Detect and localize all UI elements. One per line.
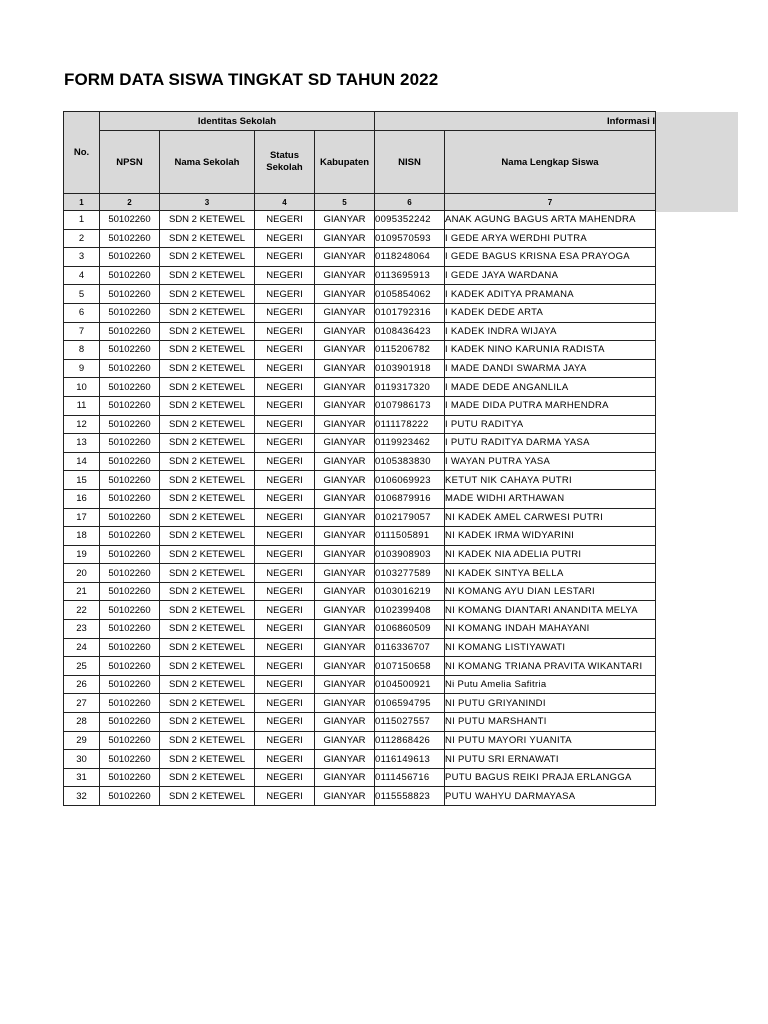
cell-kabupaten: GIANYAR <box>315 415 375 434</box>
cell-nisn: 0103908903 <box>375 545 445 564</box>
col-number-5: 5 <box>315 194 375 211</box>
cell-npsn: 50102260 <box>100 341 160 360</box>
cell-status: NEGERI <box>255 248 315 267</box>
cell-kabupaten: GIANYAR <box>315 527 375 546</box>
cell-nama-siswa: I KADEK ADITYA PRAMANA <box>445 285 656 304</box>
cell-nama-siswa: NI KADEK AMEL CARWESI PUTRI <box>445 508 656 527</box>
cell-npsn: 50102260 <box>100 415 160 434</box>
cell-nama-siswa: I GEDE JAYA WARDANA <box>445 266 656 285</box>
cell-nama-siswa: NI PUTU MAYORI YUANITA <box>445 731 656 750</box>
cell-nama-siswa: NI KOMANG INDAH MAHAYANI <box>445 620 656 639</box>
cell-status: NEGERI <box>255 378 315 397</box>
cell-nama-sekolah: SDN 2 KETEWEL <box>160 359 255 378</box>
cell-npsn: 50102260 <box>100 452 160 471</box>
page-title: FORM DATA SISWA TINGKAT SD TAHUN 2022 <box>64 70 439 89</box>
cell-npsn: 50102260 <box>100 508 160 527</box>
cell-nama-siswa: ANAK AGUNG BAGUS ARTA MAHENDRA <box>445 211 656 230</box>
cell-nama-siswa: PUTU WAHYU DARMAYASA <box>445 787 656 806</box>
cell-kabupaten: GIANYAR <box>315 601 375 620</box>
cell-nama-sekolah: SDN 2 KETEWEL <box>160 620 255 639</box>
cell-status: NEGERI <box>255 322 315 341</box>
cell-npsn: 50102260 <box>100 713 160 732</box>
cell-nama-sekolah: SDN 2 KETEWEL <box>160 694 255 713</box>
table-row <box>64 211 656 230</box>
cell-status: NEGERI <box>255 768 315 787</box>
cell-no: 30 <box>64 750 100 769</box>
cell-nama-siswa: Ni Putu Amelia Safitria <box>445 675 656 694</box>
cell-status: NEGERI <box>255 620 315 639</box>
cell-nama-siswa: NI KOMANG TRIANA PRAVITA WIKANTARI <box>445 657 656 676</box>
cell-nama-sekolah: SDN 2 KETEWEL <box>160 434 255 453</box>
cell-npsn: 50102260 <box>100 248 160 267</box>
cell-no: 26 <box>64 675 100 694</box>
cell-nama-sekolah: SDN 2 KETEWEL <box>160 564 255 583</box>
cell-nisn: 0111505891 <box>375 527 445 546</box>
cell-kabupaten: GIANYAR <box>315 638 375 657</box>
cell-status: NEGERI <box>255 694 315 713</box>
cell-npsn: 50102260 <box>100 527 160 546</box>
cell-nama-siswa: I KADEK INDRA WIJAYA <box>445 322 656 341</box>
cell-status: NEGERI <box>255 731 315 750</box>
cell-nama-siswa: I KADEK DEDE ARTA <box>445 303 656 322</box>
student-data-table <box>63 111 656 806</box>
table-row <box>64 545 656 564</box>
cell-npsn: 50102260 <box>100 396 160 415</box>
cell-nama-sekolah: SDN 2 KETEWEL <box>160 341 255 360</box>
cell-npsn: 50102260 <box>100 545 160 564</box>
cell-npsn: 50102260 <box>100 620 160 639</box>
cell-nisn: 0104500921 <box>375 675 445 694</box>
cell-no: 16 <box>64 489 100 508</box>
cell-npsn: 50102260 <box>100 229 160 248</box>
cell-nisn: 0107986173 <box>375 396 445 415</box>
cell-no: 4 <box>64 266 100 285</box>
cell-nisn: 0115027557 <box>375 713 445 732</box>
cell-kabupaten: GIANYAR <box>315 657 375 676</box>
cell-nisn: 0109570593 <box>375 229 445 248</box>
cell-no: 11 <box>64 396 100 415</box>
cell-no: 14 <box>64 452 100 471</box>
cell-npsn: 50102260 <box>100 489 160 508</box>
cell-nisn: 0108436423 <box>375 322 445 341</box>
cell-nama-siswa: NI KOMANG AYU DIAN LESTARI <box>445 582 656 601</box>
cell-nisn: 0115206782 <box>375 341 445 360</box>
cell-nisn: 0106860509 <box>375 620 445 639</box>
cell-kabupaten: GIANYAR <box>315 489 375 508</box>
cell-kabupaten: GIANYAR <box>315 303 375 322</box>
cell-kabupaten: GIANYAR <box>315 211 375 230</box>
cell-npsn: 50102260 <box>100 638 160 657</box>
cell-nisn: 0105854062 <box>375 285 445 304</box>
cell-nama-siswa: NI KADEK IRMA WIDYARINI <box>445 527 656 546</box>
cell-no: 24 <box>64 638 100 657</box>
cell-npsn: 50102260 <box>100 787 160 806</box>
cell-nama-sekolah: SDN 2 KETEWEL <box>160 378 255 397</box>
table-row <box>64 266 656 285</box>
cell-nama-sekolah: SDN 2 KETEWEL <box>160 211 255 230</box>
cell-nisn: 0102399408 <box>375 601 445 620</box>
table-row <box>64 508 656 527</box>
cell-npsn: 50102260 <box>100 359 160 378</box>
cell-npsn: 50102260 <box>100 471 160 490</box>
cell-npsn: 50102260 <box>100 601 160 620</box>
cell-nama-siswa: KETUT NIK CAHAYA PUTRI <box>445 471 656 490</box>
cell-nisn: 0112868426 <box>375 731 445 750</box>
cell-kabupaten: GIANYAR <box>315 248 375 267</box>
col-npsn-header: NPSN <box>100 131 160 194</box>
cell-no: 15 <box>64 471 100 490</box>
cell-status: NEGERI <box>255 396 315 415</box>
table-row <box>64 787 656 806</box>
cell-nama-sekolah: SDN 2 KETEWEL <box>160 508 255 527</box>
table-row <box>64 341 656 360</box>
cell-no: 1 <box>64 211 100 230</box>
cell-status: NEGERI <box>255 452 315 471</box>
cell-status: NEGERI <box>255 527 315 546</box>
cell-status: NEGERI <box>255 601 315 620</box>
cell-nama-siswa: I GEDE BAGUS KRISNA ESA PRAYOGA <box>445 248 656 267</box>
cell-kabupaten: GIANYAR <box>315 675 375 694</box>
cell-kabupaten: GIANYAR <box>315 471 375 490</box>
cell-nisn: 0106594795 <box>375 694 445 713</box>
table-row <box>64 750 656 769</box>
cell-status: NEGERI <box>255 787 315 806</box>
cell-nisn: 0101792316 <box>375 303 445 322</box>
cell-nama-sekolah: SDN 2 KETEWEL <box>160 471 255 490</box>
table-header <box>64 112 656 211</box>
cell-kabupaten: GIANYAR <box>315 359 375 378</box>
cell-status: NEGERI <box>255 638 315 657</box>
cell-npsn: 50102260 <box>100 564 160 583</box>
cell-no: 9 <box>64 359 100 378</box>
table-row <box>64 713 656 732</box>
table-row <box>64 415 656 434</box>
table-row <box>64 322 656 341</box>
cell-nisn: 0113695913 <box>375 266 445 285</box>
cell-status: NEGERI <box>255 582 315 601</box>
cell-nama-siswa: I MADE DEDE ANGANLILA <box>445 378 656 397</box>
col-number-2: 2 <box>100 194 160 211</box>
cell-nisn: 0102179057 <box>375 508 445 527</box>
cell-nama-siswa: NI KOMANG DIANTARI ANANDITA MELYA <box>445 601 656 620</box>
cell-no: 6 <box>64 303 100 322</box>
cell-kabupaten: GIANYAR <box>315 582 375 601</box>
cell-no: 32 <box>64 787 100 806</box>
cell-nama-siswa: I PUTU RADITYA <box>445 415 656 434</box>
cell-no: 28 <box>64 713 100 732</box>
cell-no: 22 <box>64 601 100 620</box>
cell-nisn: 0095352242 <box>375 211 445 230</box>
cell-nisn: 0103901918 <box>375 359 445 378</box>
table-row <box>64 378 656 397</box>
cell-status: NEGERI <box>255 303 315 322</box>
cell-nisn: 0103016219 <box>375 582 445 601</box>
cell-no: 13 <box>64 434 100 453</box>
col-number-3: 3 <box>160 194 255 211</box>
table-row <box>64 452 656 471</box>
cell-kabupaten: GIANYAR <box>315 694 375 713</box>
cell-nisn: 0116149613 <box>375 750 445 769</box>
cell-status: NEGERI <box>255 229 315 248</box>
table-row <box>64 601 656 620</box>
table-row <box>64 582 656 601</box>
cell-nama-siswa: PUTU BAGUS REIKI PRAJA ERLANGGA <box>445 768 656 787</box>
cell-nisn: 0106069923 <box>375 471 445 490</box>
cell-nama-sekolah: SDN 2 KETEWEL <box>160 657 255 676</box>
cell-status: NEGERI <box>255 564 315 583</box>
cell-npsn: 50102260 <box>100 582 160 601</box>
cell-status: NEGERI <box>255 545 315 564</box>
cell-kabupaten: GIANYAR <box>315 378 375 397</box>
cell-nama-siswa: NI PUTU MARSHANTI <box>445 713 656 732</box>
cell-nisn: 0119317320 <box>375 378 445 397</box>
table-row <box>64 489 656 508</box>
cell-no: 8 <box>64 341 100 360</box>
cell-no: 23 <box>64 620 100 639</box>
cell-nama-sekolah: SDN 2 KETEWEL <box>160 713 255 732</box>
cell-nama-sekolah: SDN 2 KETEWEL <box>160 582 255 601</box>
cell-nama-sekolah: SDN 2 KETEWEL <box>160 675 255 694</box>
cell-npsn: 50102260 <box>100 378 160 397</box>
table-row <box>64 731 656 750</box>
cell-status: NEGERI <box>255 713 315 732</box>
cell-npsn: 50102260 <box>100 675 160 694</box>
cell-status: NEGERI <box>255 508 315 527</box>
table-row <box>64 359 656 378</box>
table-row <box>64 396 656 415</box>
table-row <box>64 527 656 546</box>
cell-nama-siswa: NI KADEK NIA ADELIA PUTRI <box>445 545 656 564</box>
cell-nama-sekolah: SDN 2 KETEWEL <box>160 787 255 806</box>
cell-nama-sekolah: SDN 2 KETEWEL <box>160 248 255 267</box>
cell-nama-sekolah: SDN 2 KETEWEL <box>160 396 255 415</box>
col-number-7: 7 <box>445 194 656 211</box>
cell-nisn: 0116336707 <box>375 638 445 657</box>
cell-nama-siswa: NI KOMANG LISTIYAWATI <box>445 638 656 657</box>
cell-nisn: 0119923462 <box>375 434 445 453</box>
col-number-6: 6 <box>375 194 445 211</box>
cell-nama-sekolah: SDN 2 KETEWEL <box>160 415 255 434</box>
cell-kabupaten: GIANYAR <box>315 341 375 360</box>
cell-no: 5 <box>64 285 100 304</box>
cell-nama-siswa: MADE WIDHI ARTHAWAN <box>445 489 656 508</box>
cell-nama-siswa: I PUTU RADITYA DARMA YASA <box>445 434 656 453</box>
cell-nisn: 0115558823 <box>375 787 445 806</box>
table-row <box>64 471 656 490</box>
table-row <box>64 620 656 639</box>
cell-nama-sekolah: SDN 2 KETEWEL <box>160 303 255 322</box>
cell-nisn: 0105383830 <box>375 452 445 471</box>
header-overflow-band <box>655 112 738 212</box>
cell-kabupaten: GIANYAR <box>315 731 375 750</box>
cell-nisn: 0103277589 <box>375 564 445 583</box>
cell-no: 3 <box>64 248 100 267</box>
cell-npsn: 50102260 <box>100 750 160 769</box>
cell-npsn: 50102260 <box>100 303 160 322</box>
cell-npsn: 50102260 <box>100 211 160 230</box>
cell-npsn: 50102260 <box>100 322 160 341</box>
cell-no: 19 <box>64 545 100 564</box>
cell-npsn: 50102260 <box>100 266 160 285</box>
cell-nama-siswa: I KADEK NINO KARUNIA RADISTA <box>445 341 656 360</box>
cell-kabupaten: GIANYAR <box>315 285 375 304</box>
table-row <box>64 694 656 713</box>
cell-no: 18 <box>64 527 100 546</box>
cell-nisn: 0118248064 <box>375 248 445 267</box>
cell-nama-siswa: NI KADEK SINTYA BELLA <box>445 564 656 583</box>
group-identitas-sekolah: Identitas Sekolah <box>100 112 375 131</box>
cell-nisn: 0111456716 <box>375 768 445 787</box>
cell-no: 25 <box>64 657 100 676</box>
cell-no: 21 <box>64 582 100 601</box>
cell-nama-siswa: I WAYAN PUTRA YASA <box>445 452 656 471</box>
cell-npsn: 50102260 <box>100 768 160 787</box>
cell-status: NEGERI <box>255 675 315 694</box>
cell-nama-sekolah: SDN 2 KETEWEL <box>160 452 255 471</box>
cell-kabupaten: GIANYAR <box>315 768 375 787</box>
cell-nama-sekolah: SDN 2 KETEWEL <box>160 731 255 750</box>
cell-nama-sekolah: SDN 2 KETEWEL <box>160 229 255 248</box>
cell-status: NEGERI <box>255 750 315 769</box>
col-number-1: 1 <box>64 194 100 211</box>
cell-npsn: 50102260 <box>100 731 160 750</box>
cell-nama-siswa: I GEDE ARYA WERDHI PUTRA <box>445 229 656 248</box>
cell-status: NEGERI <box>255 359 315 378</box>
cell-no: 27 <box>64 694 100 713</box>
cell-npsn: 50102260 <box>100 434 160 453</box>
cell-nisn: 0106879916 <box>375 489 445 508</box>
cell-npsn: 50102260 <box>100 657 160 676</box>
col-number-4: 4 <box>255 194 315 211</box>
table-row <box>64 303 656 322</box>
cell-status: NEGERI <box>255 285 315 304</box>
cell-no: 31 <box>64 768 100 787</box>
cell-no: 2 <box>64 229 100 248</box>
cell-status: NEGERI <box>255 341 315 360</box>
cell-nama-sekolah: SDN 2 KETEWEL <box>160 489 255 508</box>
cell-nama-sekolah: SDN 2 KETEWEL <box>160 266 255 285</box>
col-no-header: No. <box>64 112 100 194</box>
cell-nama-sekolah: SDN 2 KETEWEL <box>160 750 255 769</box>
cell-kabupaten: GIANYAR <box>315 564 375 583</box>
cell-nisn: 0111178222 <box>375 415 445 434</box>
table-row <box>64 675 656 694</box>
cell-status: NEGERI <box>255 211 315 230</box>
table-row <box>64 434 656 453</box>
cell-kabupaten: GIANYAR <box>315 434 375 453</box>
cell-no: 29 <box>64 731 100 750</box>
cell-kabupaten: GIANYAR <box>315 396 375 415</box>
cell-nama-sekolah: SDN 2 KETEWEL <box>160 285 255 304</box>
table-row <box>64 657 656 676</box>
table-row <box>64 285 656 304</box>
table-body <box>64 211 656 806</box>
table-row <box>64 229 656 248</box>
cell-nama-sekolah: SDN 2 KETEWEL <box>160 601 255 620</box>
table-row <box>64 638 656 657</box>
col-nama-sekolah-header: Nama Sekolah <box>160 131 255 194</box>
col-status-header: Status Sekolah <box>255 131 315 194</box>
group-informasi: Informasi I <box>375 112 656 131</box>
col-kabupaten-header: Kabupaten <box>315 131 375 194</box>
cell-nama-sekolah: SDN 2 KETEWEL <box>160 768 255 787</box>
cell-kabupaten: GIANYAR <box>315 787 375 806</box>
cell-nama-sekolah: SDN 2 KETEWEL <box>160 545 255 564</box>
cell-kabupaten: GIANYAR <box>315 545 375 564</box>
cell-status: NEGERI <box>255 266 315 285</box>
cell-no: 10 <box>64 378 100 397</box>
cell-kabupaten: GIANYAR <box>315 266 375 285</box>
cell-kabupaten: GIANYAR <box>315 508 375 527</box>
cell-status: NEGERI <box>255 657 315 676</box>
cell-nama-siswa: NI PUTU GRIYANINDI <box>445 694 656 713</box>
cell-no: 7 <box>64 322 100 341</box>
cell-no: 20 <box>64 564 100 583</box>
cell-status: NEGERI <box>255 471 315 490</box>
cell-nama-sekolah: SDN 2 KETEWEL <box>160 638 255 657</box>
cell-kabupaten: GIANYAR <box>315 713 375 732</box>
col-nisn-header: NISN <box>375 131 445 194</box>
table-row <box>64 248 656 267</box>
cell-nama-siswa: I MADE DIDA PUTRA MARHENDRA <box>445 396 656 415</box>
cell-nama-siswa: NI PUTU SRI ERNAWATI <box>445 750 656 769</box>
cell-npsn: 50102260 <box>100 285 160 304</box>
cell-status: NEGERI <box>255 489 315 508</box>
cell-npsn: 50102260 <box>100 694 160 713</box>
table-row <box>64 564 656 583</box>
cell-nama-siswa: I MADE DANDI SWARMA JAYA <box>445 359 656 378</box>
cell-nama-sekolah: SDN 2 KETEWEL <box>160 527 255 546</box>
cell-kabupaten: GIANYAR <box>315 229 375 248</box>
cell-nisn: 0107150658 <box>375 657 445 676</box>
cell-status: NEGERI <box>255 415 315 434</box>
cell-kabupaten: GIANYAR <box>315 750 375 769</box>
cell-nama-sekolah: SDN 2 KETEWEL <box>160 322 255 341</box>
cell-kabupaten: GIANYAR <box>315 322 375 341</box>
cell-no: 12 <box>64 415 100 434</box>
cell-no: 17 <box>64 508 100 527</box>
col-nama-siswa-header: Nama Lengkap Siswa <box>445 131 656 194</box>
cell-kabupaten: GIANYAR <box>315 620 375 639</box>
cell-status: NEGERI <box>255 434 315 453</box>
table-row <box>64 768 656 787</box>
cell-kabupaten: GIANYAR <box>315 452 375 471</box>
